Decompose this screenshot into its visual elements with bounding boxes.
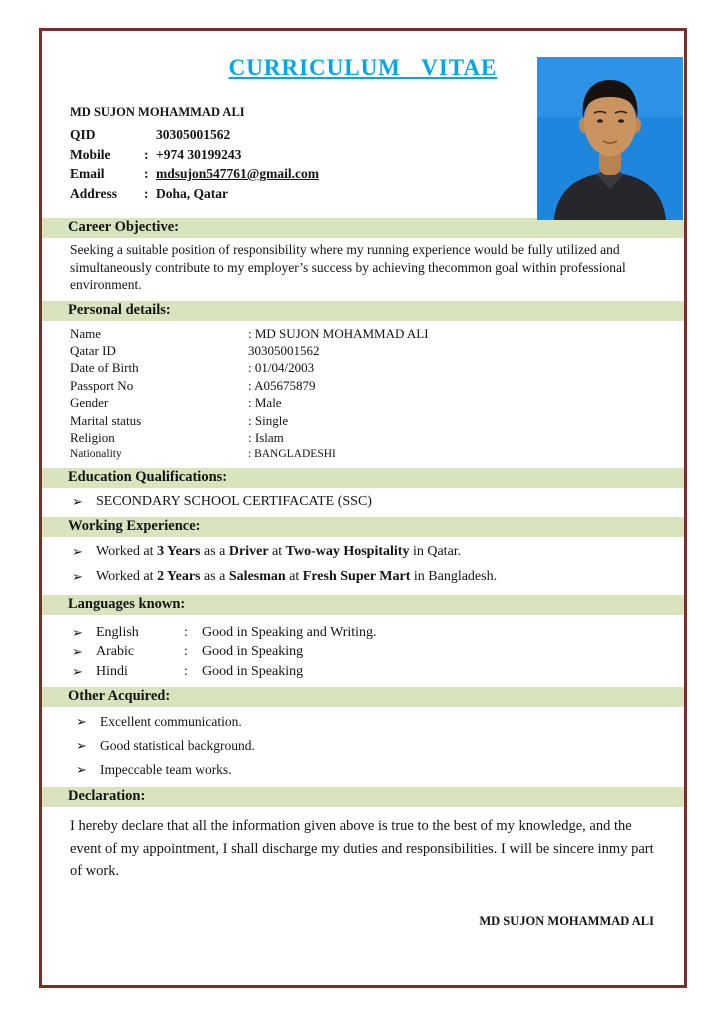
list-item <box>76 761 666 779</box>
qid-value: 30305001562 <box>156 127 231 142</box>
section-heading-other-acquired: Other Acquired: <box>42 687 684 707</box>
experience-text <box>96 566 497 587</box>
language-colon: : <box>184 624 188 640</box>
arrow-bullet-icon: ➢ <box>76 738 87 754</box>
page-border-frame <box>39 28 687 988</box>
experience-text <box>96 541 461 562</box>
language-level: Good in Speaking <box>202 644 304 660</box>
language-name: English <box>96 624 139 640</box>
text-segment-bold: 3 Years <box>157 543 201 559</box>
experience-item <box>72 541 666 562</box>
career-objective-text: Seeking a suitable position of responsibility where my running experience would be fully utilized and simultaneously contribute to my employer’s success by achieving thecommon goal within professional environment. <box>70 242 626 293</box>
section-heading-career-objective: Career Objective: <box>42 218 684 238</box>
text-segment: in Qatar. <box>409 543 462 559</box>
education-text: SECONDARY SCHOOL CERTIFACATE (SSC) <box>96 493 372 509</box>
language-level: Good in Speaking and Writing. <box>202 624 377 640</box>
language-level: Good in Speaking <box>202 663 304 679</box>
text-segment: Worked at <box>96 543 158 559</box>
field-value: : Male <box>248 395 282 411</box>
text-segment: Worked at <box>96 568 158 584</box>
field-value: : BANGLADESHI <box>248 448 336 461</box>
field-value: : Islam <box>248 430 284 446</box>
email-colon: : <box>144 166 149 181</box>
table-row <box>70 446 666 463</box>
field-value: 30305001562 <box>248 343 320 359</box>
section-heading-experience: Working Experience: <box>42 517 684 537</box>
text-segment-bold: Driver <box>228 543 269 559</box>
text-segment: at <box>268 543 286 559</box>
mobile-colon: : <box>144 146 149 162</box>
languages-list <box>42 623 684 682</box>
other-skill-text: Excellent communication. <box>100 714 242 730</box>
field-value: : Single <box>248 412 289 428</box>
field-label: Gender <box>70 395 109 411</box>
table-row <box>70 359 666 376</box>
section-heading-declaration: Declaration: <box>42 787 684 807</box>
other-skill-text: Impeccable team works. <box>100 762 232 778</box>
text-segment-bold: Two-way Hospitality <box>285 543 410 559</box>
list-item <box>72 642 684 662</box>
mobile-value: +974 30199243 <box>156 146 242 162</box>
field-label: Qatar ID <box>70 343 116 359</box>
field-label: Date of Birth <box>70 360 139 376</box>
page-title: CURRICULUM VITAE <box>228 55 498 80</box>
education-item <box>72 492 666 511</box>
list-item <box>76 713 666 731</box>
table-row <box>70 342 666 359</box>
text-segment: in Bangladesh. <box>410 568 498 584</box>
qid-colon <box>144 125 156 145</box>
arrow-bullet-icon: ➢ <box>72 644 83 660</box>
text-segment: as a <box>200 543 229 559</box>
field-label: Religion <box>70 430 115 446</box>
text-segment-bold: Fresh Super Mart <box>302 568 411 584</box>
signature-name: MD SUJON MOHAMMAD ALI <box>479 914 654 928</box>
field-value: : MD SUJON MOHAMMAD ALI <box>248 325 429 341</box>
section-heading-personal-details: Personal details: <box>42 301 684 321</box>
field-label: Nationality <box>70 448 122 461</box>
email-link[interactable]: mdsujon547761@gmail.com <box>156 166 319 181</box>
email-label: Email <box>70 166 105 181</box>
section-heading-education: Education Qualifications: <box>42 468 684 488</box>
table-row <box>70 377 666 394</box>
declaration-text: I hereby declare that all the information given above is true to the best of my knowledge, and the event of my appointment, I shall discharge my duties and responsibilities. I will be sincere inmy part of work. <box>70 818 654 880</box>
address-label: Address <box>70 185 118 201</box>
address-colon: : <box>144 185 149 201</box>
arrow-bullet-icon: ➢ <box>72 663 83 679</box>
table-row <box>70 325 666 342</box>
arrow-bullet-icon: ➢ <box>72 624 83 640</box>
mobile-label: Mobile <box>70 146 111 162</box>
other-skill-text: Good statistical background. <box>100 738 255 754</box>
text-segment: as a <box>200 568 229 584</box>
arrow-bullet-icon: ➢ <box>76 714 87 730</box>
text-segment-bold: 2 Years <box>157 568 201 584</box>
field-label: Passport No <box>70 377 134 393</box>
language-name: Hindi <box>96 663 128 679</box>
contact-name: MD SUJON MOHAMMAD ALI <box>70 105 245 119</box>
list-item <box>76 737 666 755</box>
experience-item <box>72 566 666 587</box>
arrow-bullet-icon: ➢ <box>72 493 83 509</box>
table-row <box>70 412 666 429</box>
list-item <box>72 623 684 643</box>
address-value: Doha, Qatar <box>156 185 228 201</box>
table-row <box>70 429 666 446</box>
field-label: Name <box>70 325 102 341</box>
qid-label: QID <box>70 127 96 142</box>
text-segment-bold: Salesman <box>228 568 286 584</box>
arrow-bullet-icon: ➢ <box>72 543 83 559</box>
field-label: Marital status <box>70 412 142 428</box>
language-colon: : <box>184 663 188 679</box>
text-segment: at <box>285 568 303 584</box>
language-colon: : <box>184 644 188 660</box>
personal-details-table <box>42 325 684 464</box>
table-row <box>70 394 666 411</box>
person-portrait-icon <box>537 57 683 220</box>
applicant-photo <box>537 57 683 220</box>
language-name: Arabic <box>96 644 135 660</box>
arrow-bullet-icon: ➢ <box>76 762 87 778</box>
field-value: : 01/04/2003 <box>248 360 315 376</box>
list-item <box>72 662 684 682</box>
arrow-bullet-icon: ➢ <box>72 568 83 584</box>
section-heading-languages: Languages known: <box>42 595 684 615</box>
field-value: : A05675879 <box>248 377 316 393</box>
